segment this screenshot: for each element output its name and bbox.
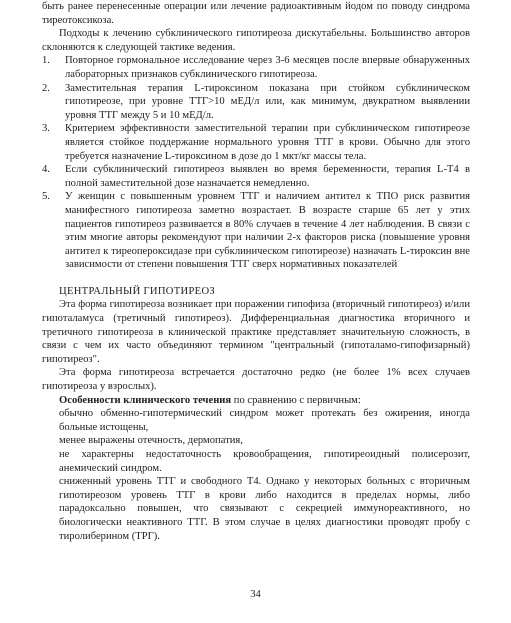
list-item <box>42 190 470 272</box>
section-heading: ЦЕНТРАЛЬНЫЙ ГИПОТИРЕОЗ <box>59 285 216 297</box>
feature-item: не характерны недостаточность кровообращения, гипотиреоидный полисерозит, анемический синдром. <box>59 449 470 474</box>
list-item-text: У женщин с повышенным уровнем ТТГ и наличием антител к ТПО риск развития манифестного гипотиреоза заметно возрастает. В возрасте старше 65 лет у этих пациентов гипотиреоз развивается в 80% случаев в течение 4 лет наблюдения. В связи с этим многие авторы рекомендуют при наличии 2-х факторов риска (повышение уровня антител к тиреопероксидазе при субклиническом гипотиреозе) назначать L-тироксин вне зависимости от степени повышения ТТГ сверх нормативных показателей <box>65 191 470 271</box>
page-number: 34 <box>250 589 261 600</box>
list-item <box>42 163 470 190</box>
paragraph-approaches: Подходы к лечению субклинического гипотиреоза дискутабельны. Большинство авторов склоняются к следующей тактике ведения. <box>42 28 470 53</box>
list-item-text: Если субклинический гипотиреоз выявлен во время беременности, терапия L-Т4 в полной заместительной дозе назначается немедленно. <box>65 164 470 189</box>
list-item <box>42 122 470 163</box>
feature-item: сниженный уровень ТТГ и свободного Т4. Однако у некоторых больных с вторичным гипотиреозом уровень ТТГ в крови либо находится в пределах нормы, либо парадоксально повышен, что связывают с секрецией иммунореактивного, но биологически неактивного ТТГ. В этом случае в целях диагностики проводят пробу с тиролиберином (ТРГ). <box>59 476 470 542</box>
list-item <box>42 82 470 123</box>
feature-item: менее выражены отечность, дермопатия, <box>59 435 243 447</box>
list-number: 3. <box>42 123 50 135</box>
features-bold: Особенности клинического течения <box>59 394 232 406</box>
list-item-text: Повторное гормональное исследование через 3-6 месяцев после впервые обнаруженных лабораторных признаков субклинического гипотиреоза. <box>65 55 470 80</box>
list-item-text: Заместительная терапия L-тироксином показана при стойком субклиническом гипотиреозе, при уровне ТТГ>10 мЕД/л или, как минимум, двукратном выявлении уровня ТТГ между 5 и 10 мЕД/л. <box>65 82 470 121</box>
list-number: 2. <box>42 82 50 94</box>
list-number: 4. <box>42 164 50 176</box>
list-number: 1. <box>42 55 50 67</box>
paragraph-frequency: Эта форма гипотиреоза встречается достаточно редко (не более 1% всех случаев гипотиреоза у взрослых). <box>42 367 470 393</box>
list-item <box>42 54 470 81</box>
list-item-text: Критерием эффективности заместительной терапии при субклиническом гипотиреозе является стойкое поддержание нормального уровня ТТГ в крови. Обычно для этого требуется назначение L-тироксином в дозе до 1 мкт/кг массы тела. <box>65 123 470 162</box>
document-page <box>42 0 470 543</box>
list-number: 5. <box>42 191 50 203</box>
paragraph-continuation: быть ранее перенесенные операции или лечение радиоактивным йодом по поводу синдрома тиреотоксикоза. <box>42 1 470 26</box>
paragraph-definition: Эта форма гипотиреоза возникает при поражении гипофиза (вторичный гипотиреоз) и/или гипоталамуса (третичный гипотиреоз). Дифференциальная диагностика вторичного и третичного гипотиреоза в клинической практике представляет значительную сложность, в связи с чем их часто объединяют термином "центральный (гипоталамо-гипофизарный) гипотиреоз". <box>42 299 470 365</box>
features-line <box>42 394 470 408</box>
treatment-list <box>42 54 470 272</box>
feature-item: обычно обменно-гипотермический синдром может протекать без ожирения, иногда больные истощены, <box>59 408 470 433</box>
features-rest: по сравнению с первичным: <box>231 394 361 406</box>
